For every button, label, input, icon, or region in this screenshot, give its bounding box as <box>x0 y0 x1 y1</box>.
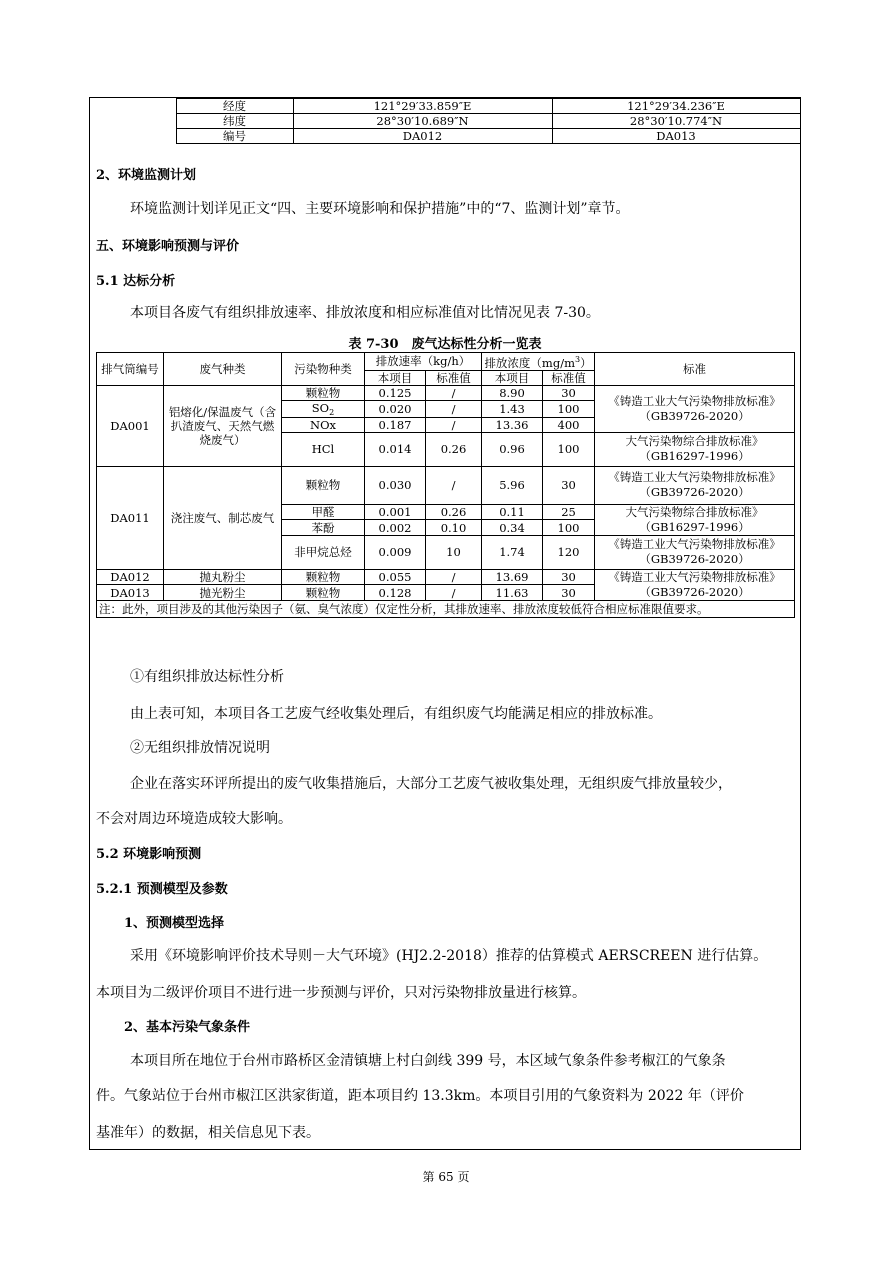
para-unorganized-a: 企业在落实环评所提出的废气收集措施后，大部分工艺废气被收集处理，无组织废气排放量较少， <box>130 776 732 792</box>
para-model-a: 采用《环境影响评价技术导则－大气环境》(HJ2.2-2018）推荐的估算模式 AERSCREEN 进行估算。 <box>130 948 768 964</box>
table-row: 甲醛 0.001 0.26 0.11 25 大气污染物综合排放标准》（GB16297-1996） <box>97 504 795 520</box>
table-row: DA011 浇注废气、制芯废气 颗粒物 0.030 / 5.96 30 《铸造工业大气污染物排放标准》（GB39726-2020） <box>97 466 795 504</box>
table-header-row <box>97 353 795 371</box>
table-row: NOx 0.187 / 13.36 400 <box>97 417 795 432</box>
emission-table <box>96 352 795 618</box>
table-note: 注：此外，项目涉及的其他污染因子（氨、臭气浓度）仅定性分析，其排放速率、排放浓度较低符合相应标准限值要求。 <box>97 600 795 617</box>
col-gas: 废气种类 <box>164 353 282 386</box>
table-row: DA001 铝熔化/保温废气（含扒渣废气、天然气燃烧废气） 颗粒物 0.125 / 8.90 30 《铸造工业大气污染物排放标准》（GB39726-2020） <box>97 385 795 400</box>
para-monitor: 环境监测计划详见正文“四、主要环境影响和保护措施”中的“7、监测计划”章节。 <box>130 201 630 217</box>
heading-five: 五、环境影响预测与评价 <box>96 239 240 254</box>
table-row: 纬度 28°30′10.689″N 28°30′10.774″N <box>90 114 800 129</box>
para-organized-result: 由上表可知，本项目各工艺废气经收集处理后，有组织废气均能满足相应的排放标准。 <box>130 706 662 722</box>
heading-5-1: 5.1 达标分析 <box>96 274 176 289</box>
table-row: 非甲烷总烃 0.009 10 1.74 120 《铸造工业大气污染物排放标准》（GB39726-2020） <box>97 535 795 569</box>
col-standard: 标准 <box>595 353 795 386</box>
heading-model: 1、预测模型选择 <box>124 916 225 931</box>
para-unorganized-b: 不会对周边环境造成较大影响。 <box>96 811 292 827</box>
para-unorganized: ②无组织排放情况说明 <box>130 740 270 756</box>
table-row: 编号 DA012 DA013 <box>90 129 800 144</box>
page-number: 第 65 页 <box>422 1170 470 1184</box>
heading-meteo: 2、基本污染气象条件 <box>124 1020 251 1035</box>
para-meteo-b: 件。气象站位于台州市椒江区洪家街道，距本项目约 13.3km。本项目引用的气象资料为 2022 年（评价 <box>96 1088 744 1104</box>
col-outlet: 排气筒编号 <box>97 353 164 386</box>
page-frame <box>89 97 801 1150</box>
table-note-row <box>97 600 795 617</box>
table-header-row: 本项目 标准值 本项目 标准值 <box>97 370 795 385</box>
table-row: HCl 0.014 0.26 0.96 100 大气污染物综合排放标准》（GB16297-1996） <box>97 432 795 466</box>
para-5-1: 本项目各废气有组织排放速率、排放浓度和相应标准值对比情况见表 7-30。 <box>130 305 600 321</box>
table-row: 苯酚 0.002 0.10 0.34 100 <box>97 520 795 536</box>
table-row: 经度 121°29′33.859″E 121°29′34.236″E <box>90 99 800 114</box>
col-rate: 排放速率（kg/h） <box>365 353 482 371</box>
table-row: DA013 抛光粉尘 颗粒物 0.128 / 11.63 30 <box>97 585 795 601</box>
table-row: DA012 抛丸粉尘 颗粒物 0.055 / 13.69 30 《铸造工业大气污染物排放标准》（GB39726-2020） <box>97 569 795 585</box>
para-model-b: 本项目为二级评价项目不进行进一步预测与评价，只对污染物排放量进行核算。 <box>96 985 586 1001</box>
heading-5-2-1: 5.2.1 预测模型及参数 <box>96 882 228 897</box>
para-meteo-a: 本项目所在地位于台州市路桥区金清镇塘上村白剑线 399 号，本区域气象条件参考椒江的气象条 <box>130 1053 726 1069</box>
table-row: $SO_2$ 0.020 / 1.43 100 <box>97 400 795 417</box>
location-table <box>90 98 801 144</box>
col-conc: 排放浓度$(mg/m^3)$ <box>482 353 595 371</box>
table-caption: 表 7-30 废气达标性分析一览表 <box>348 337 542 352</box>
heading-5-2: 5.2 环境影响预测 <box>96 847 202 862</box>
col-pollutant: 污染物种类 <box>282 353 365 386</box>
para-organized: ①有组织排放达标性分析 <box>130 669 284 685</box>
para-meteo-c: 基准年）的数据，相关信息见下表。 <box>96 1125 320 1141</box>
heading-monitor: 2、环境监测计划 <box>96 168 197 183</box>
